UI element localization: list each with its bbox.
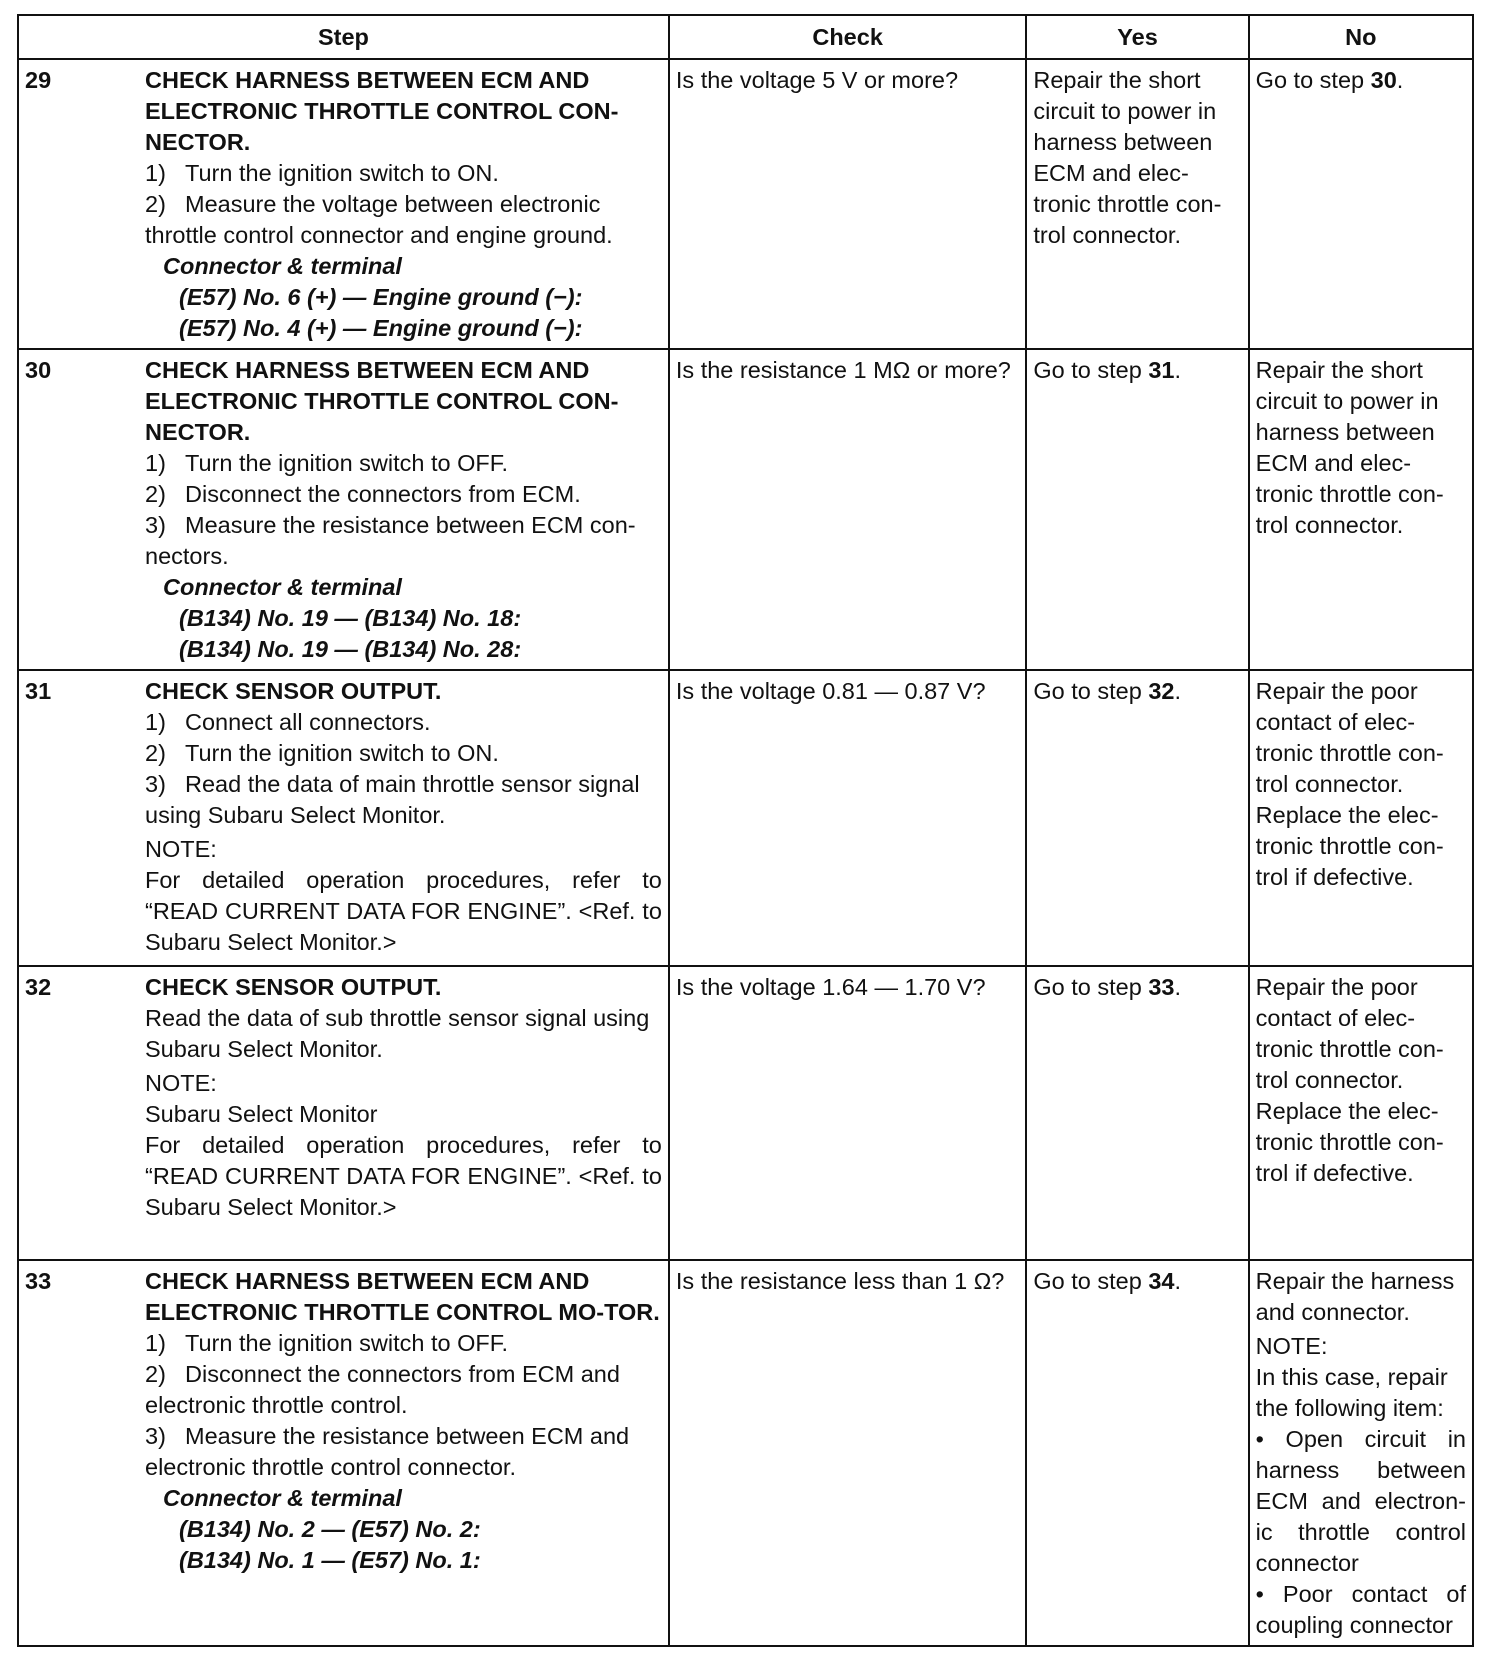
connector-label: Connector & terminal <box>163 253 402 279</box>
note-text: For detailed operation procedures, refer to “READ CURRENT DATA FOR ENGINE”. <Ref. to Subaru Select Monitor.> <box>145 1132 662 1220</box>
step-number: 29 <box>25 67 52 93</box>
connector-terminal: (B134) No. 2 — (E57) No. 2: <box>179 1516 481 1542</box>
step-ref: 34 <box>1148 1268 1175 1294</box>
step-instruction: 2) Measure the voltage between electronic throttle control connector and engine ground. <box>145 191 613 248</box>
step-instruction: 2) Turn the ignition switch to ON. <box>145 740 499 766</box>
table-row <box>18 670 1473 966</box>
note-label: NOTE: <box>145 836 217 862</box>
step-instruction: 3) Measure the resistance between ECM con-nectors. <box>145 512 636 569</box>
step-cell <box>18 966 669 1260</box>
note-text: For detailed operation procedures, refer to “READ CURRENT DATA FOR ENGINE”. <Ref. to Subaru Select Monitor.> <box>145 867 662 955</box>
table-row <box>18 1260 1473 1646</box>
step-title: CHECK SENSOR OUTPUT. <box>145 678 442 704</box>
note-text: In this case, repair the following item: <box>1255 1364 1448 1421</box>
bullet-item: • Poor contact of coupling connector <box>1255 1581 1466 1638</box>
connector-terminal: (B134) No. 19 — (B134) No. 28: <box>179 636 522 662</box>
step-instruction: 1) Connect all connectors. <box>145 709 431 735</box>
step-instruction: 1) Turn the ignition switch to OFF. <box>145 1330 509 1356</box>
no-cell <box>1249 1260 1473 1646</box>
yes-cell: Go to step 34. <box>1026 1260 1248 1646</box>
yes-cell: Repair the short circuit to power in harness between ECM and elec-tronic throttle con-trol connector. <box>1026 59 1248 349</box>
step-title: CHECK HARNESS BETWEEN ECM AND ELECTRONIC THROTTLE CONTROL CON-NECTOR. <box>145 357 619 445</box>
step-title: CHECK HARNESS BETWEEN ECM AND ELECTRONIC THROTTLE CONTROL MO-TOR. <box>145 1268 660 1325</box>
step-instruction: 2) Disconnect the connectors from ECM and electronic throttle control. <box>145 1361 620 1418</box>
check-cell: Is the voltage 5 V or more? <box>669 59 1026 349</box>
connector-terminal: (E57) No. 6 (+) — Engine ground (−): <box>179 284 583 310</box>
connector-terminal: (B134) No. 1 — (E57) No. 1: <box>179 1547 481 1573</box>
step-instruction: 1) Turn the ignition switch to OFF. <box>145 450 509 476</box>
step-cell <box>18 349 669 670</box>
yes-cell: Go to step 31. <box>1026 349 1248 670</box>
step-instruction: 3) Measure the resistance between ECM and electronic throttle control connector. <box>145 1423 630 1480</box>
step-title: CHECK SENSOR OUTPUT. <box>145 974 442 1000</box>
yes-cell: Go to step 32. <box>1026 670 1248 966</box>
note-label: NOTE: <box>1255 1333 1328 1359</box>
header-no: No <box>1249 15 1473 59</box>
header-yes: Yes <box>1026 15 1248 59</box>
no-action: Repair the harness and connector. <box>1255 1268 1455 1325</box>
step-cell <box>18 1260 669 1646</box>
step-cell <box>18 670 669 966</box>
check-cell: Is the resistance less than 1 Ω? <box>669 1260 1026 1646</box>
step-ref: 31 <box>1148 357 1175 383</box>
header-step: Step <box>18 15 669 59</box>
no-cell <box>1249 966 1473 1260</box>
note-label: NOTE: <box>145 1070 217 1096</box>
connector-terminal: (E57) No. 4 (+) — Engine ground (−): <box>179 315 583 341</box>
step-number: 30 <box>25 357 52 383</box>
step-number: 32 <box>25 974 52 1000</box>
step-ref: 33 <box>1148 974 1175 1000</box>
header-check: Check <box>669 15 1026 59</box>
connector-label: Connector & terminal <box>163 574 402 600</box>
header-row <box>18 15 1473 59</box>
diagnostic-table <box>17 14 1474 1647</box>
step-number: 31 <box>25 678 52 704</box>
check-cell: Is the resistance 1 MΩ or more? <box>669 349 1026 670</box>
connector-terminal: (B134) No. 19 — (B134) No. 18: <box>179 605 522 631</box>
yes-cell: Go to step 33. <box>1026 966 1248 1260</box>
check-cell: Is the voltage 1.64 — 1.70 V? <box>669 966 1026 1260</box>
step-instruction: Read the data of sub throttle sensor signal using Subaru Select Monitor. <box>145 1005 650 1062</box>
step-instruction: 3) Read the data of main throttle sensor signal using Subaru Select Monitor. <box>145 771 640 828</box>
step-title: CHECK HARNESS BETWEEN ECM AND ELECTRONIC THROTTLE CONTROL CON-NECTOR. <box>145 67 619 155</box>
no-action: Replace the elec-tronic throttle con-trol if defective. <box>1255 1098 1444 1186</box>
step-number: 33 <box>25 1268 52 1294</box>
table-row <box>18 349 1473 670</box>
table-row <box>18 966 1473 1260</box>
no-cell <box>1249 670 1473 966</box>
note-line: Subaru Select Monitor <box>145 1101 378 1127</box>
step-instruction: 1) Turn the ignition switch to ON. <box>145 160 499 186</box>
step-ref: 30 <box>1370 67 1397 93</box>
table-row <box>18 59 1473 349</box>
no-action: Repair the poor contact of elec-tronic throttle con-trol connector. <box>1255 678 1444 797</box>
no-cell: Go to step 30. <box>1249 59 1473 349</box>
no-action: Replace the elec-tronic throttle con-trol if defective. <box>1255 802 1444 890</box>
step-cell <box>18 59 669 349</box>
connector-label: Connector & terminal <box>163 1485 402 1511</box>
no-cell: Repair the short circuit to power in harness between ECM and elec-tronic throttle con-trol connector. <box>1249 349 1473 670</box>
bullet-item: • Open circuit in harness between ECM and electron-ic throttle control connector <box>1255 1426 1466 1576</box>
no-action: Repair the poor contact of elec-tronic throttle con-trol connector. <box>1255 974 1444 1093</box>
step-instruction: 2) Disconnect the connectors from ECM. <box>145 481 581 507</box>
step-ref: 32 <box>1148 678 1175 704</box>
check-cell: Is the voltage 0.81 — 0.87 V? <box>669 670 1026 966</box>
